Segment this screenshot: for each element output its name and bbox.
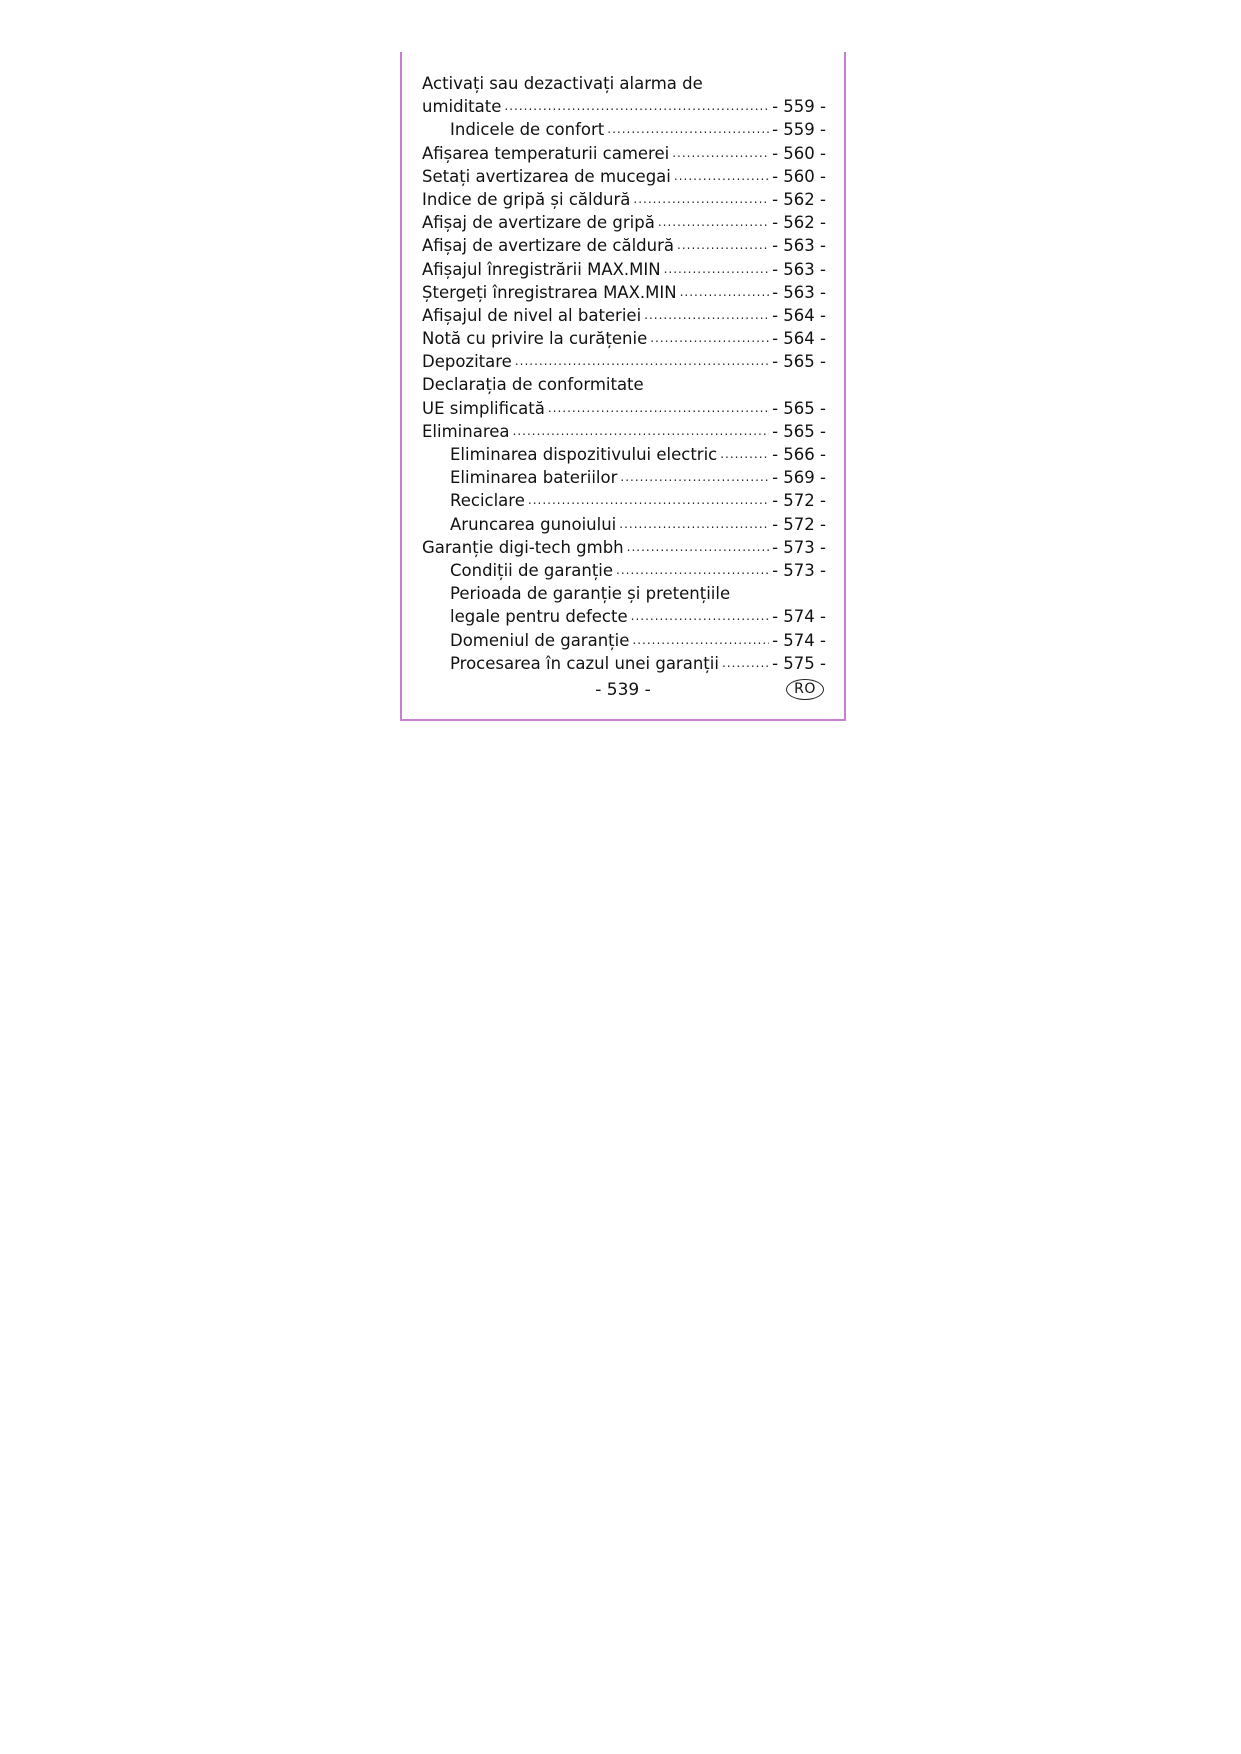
toc-entry-page: - 560 - bbox=[772, 143, 826, 163]
dot-leader bbox=[515, 350, 769, 373]
toc-entry bbox=[422, 559, 826, 582]
language-badge: RO bbox=[786, 679, 824, 700]
toc-entry bbox=[422, 443, 826, 466]
toc-entry bbox=[422, 489, 826, 512]
toc-entry-title: umiditate bbox=[422, 97, 502, 117]
toc-entry-title: Activați sau dezactivați alarma de bbox=[422, 74, 703, 93]
toc-entry-page: - 569 - bbox=[772, 468, 826, 488]
toc-entry-title: Aruncarea gunoiului bbox=[450, 514, 617, 534]
toc-entry-title: Afișajul înregistrării MAX.MIN bbox=[422, 259, 661, 279]
toc-entry-page: - 559 - bbox=[772, 97, 826, 117]
toc-entry bbox=[422, 118, 826, 141]
toc-entry-title: Garanție digi-tech gmbh bbox=[422, 537, 624, 557]
dot-leader bbox=[513, 420, 770, 443]
toc-entry bbox=[422, 536, 826, 559]
dot-leader bbox=[632, 629, 769, 652]
toc-entry bbox=[422, 142, 826, 165]
toc-entry-page: - 562 - bbox=[772, 213, 826, 233]
dot-leader bbox=[620, 466, 769, 489]
toc-entry bbox=[422, 258, 826, 281]
toc-entry-title: UE simplificată bbox=[422, 398, 545, 418]
toc-entry bbox=[422, 605, 826, 628]
dot-leader bbox=[720, 443, 769, 466]
toc-entry-page: - 574 - bbox=[772, 607, 826, 627]
toc-entry-title: Eliminarea bateriilor bbox=[450, 468, 618, 488]
toc-entry-page: - 565 - bbox=[772, 398, 826, 418]
toc-entry-page: - 574 - bbox=[772, 630, 826, 650]
dot-leader bbox=[504, 95, 769, 118]
toc-entry-page: - 565 - bbox=[772, 352, 826, 372]
toc-entry-title: Afișaj de avertizare de căldură bbox=[422, 236, 675, 256]
toc-entry bbox=[422, 327, 826, 350]
toc-entry-title: Domeniul de garanție bbox=[450, 630, 630, 650]
toc-entry bbox=[422, 211, 826, 234]
dot-leader bbox=[680, 281, 770, 304]
toc-entry bbox=[422, 629, 826, 652]
toc-entry-title: Afișajul de nivel al bateriei bbox=[422, 305, 642, 325]
toc-entry bbox=[422, 420, 826, 443]
dot-leader bbox=[633, 188, 769, 211]
toc-entry-page: - 560 - bbox=[772, 166, 826, 186]
dot-leader bbox=[677, 234, 769, 257]
toc-entry bbox=[422, 72, 826, 95]
dot-leader bbox=[607, 118, 769, 141]
toc-entry-title: Afișarea temperaturii camerei bbox=[422, 143, 670, 163]
toc-entry-title: Indicele de confort bbox=[450, 120, 605, 140]
toc-entry bbox=[422, 234, 826, 257]
toc-entry-title: Depozitare bbox=[422, 352, 512, 372]
dot-leader bbox=[627, 536, 769, 559]
toc-entry bbox=[422, 652, 826, 675]
dot-leader bbox=[658, 211, 769, 234]
toc-entry-title: Reciclare bbox=[450, 491, 525, 511]
toc-entry bbox=[422, 582, 826, 605]
toc-entry bbox=[422, 373, 826, 396]
toc-entry bbox=[422, 165, 826, 188]
toc-entry-page: - 564 - bbox=[772, 305, 826, 325]
dot-leader bbox=[548, 397, 769, 420]
toc-entry-page: - 575 - bbox=[772, 653, 826, 673]
toc-entry-page: - 566 - bbox=[772, 445, 826, 464]
toc-entry-page: - 565 - bbox=[772, 421, 826, 441]
toc-entry bbox=[422, 188, 826, 211]
toc-entry-title: Setați avertizarea de mucegai bbox=[422, 166, 671, 186]
toc-entry bbox=[422, 350, 826, 373]
page-frame bbox=[400, 52, 846, 721]
toc-entry-title: Notă cu privire la curățenie bbox=[422, 329, 648, 349]
toc-entry bbox=[422, 304, 826, 327]
dot-leader bbox=[631, 605, 769, 628]
dot-leader bbox=[674, 165, 769, 188]
toc-entry-page: - 559 - bbox=[772, 120, 826, 140]
dot-leader bbox=[616, 559, 769, 582]
dot-leader bbox=[619, 513, 769, 536]
toc-entry-title: Afișaj de avertizare de gripă bbox=[422, 213, 655, 233]
dot-leader bbox=[644, 304, 769, 327]
toc-entry-title: Indice de gripă și căldură bbox=[422, 189, 631, 209]
page-number: - 539 - bbox=[595, 680, 651, 700]
toc-entry-page: - 573 - bbox=[772, 560, 826, 580]
toc-entry-title: Procesarea în cazul unei garanții bbox=[450, 653, 719, 673]
toc-entry-title: Ștergeți înregistrarea MAX.MIN bbox=[422, 282, 677, 302]
dot-leader bbox=[650, 327, 769, 350]
toc-entry bbox=[422, 95, 826, 118]
toc-entry-title: legale pentru defecte bbox=[450, 607, 628, 627]
toc-entry-title: Perioada de garanție și pretențiile bbox=[450, 584, 731, 604]
toc-entry-title: Declarația de conformitate bbox=[422, 375, 644, 395]
toc-entry bbox=[422, 513, 826, 536]
toc-entry-title: Eliminarea bbox=[422, 421, 510, 441]
page-footer bbox=[402, 676, 844, 704]
toc-entry bbox=[422, 466, 826, 489]
toc-entry-page: - 563 - bbox=[772, 282, 826, 302]
dot-leader bbox=[672, 142, 769, 165]
toc-entry-page: - 573 - bbox=[772, 537, 826, 557]
toc-entry-page: - 572 - bbox=[772, 514, 826, 534]
toc-entry bbox=[422, 397, 826, 420]
toc-entry-page: - 564 - bbox=[772, 329, 826, 349]
toc-entry-title: Eliminarea dispozitivului electric bbox=[450, 445, 718, 464]
toc-entry-page: - 562 - bbox=[772, 189, 826, 209]
dot-leader bbox=[664, 258, 769, 281]
toc-entry-page: - 563 - bbox=[772, 259, 826, 279]
dot-leader bbox=[528, 489, 769, 512]
toc-entry bbox=[422, 281, 826, 304]
dot-leader bbox=[722, 652, 769, 675]
table-of-contents bbox=[422, 72, 826, 675]
toc-entry-page: - 563 - bbox=[772, 236, 826, 256]
toc-entry-page: - 572 - bbox=[772, 491, 826, 511]
toc-entry-title: Condiții de garanție bbox=[450, 560, 614, 580]
